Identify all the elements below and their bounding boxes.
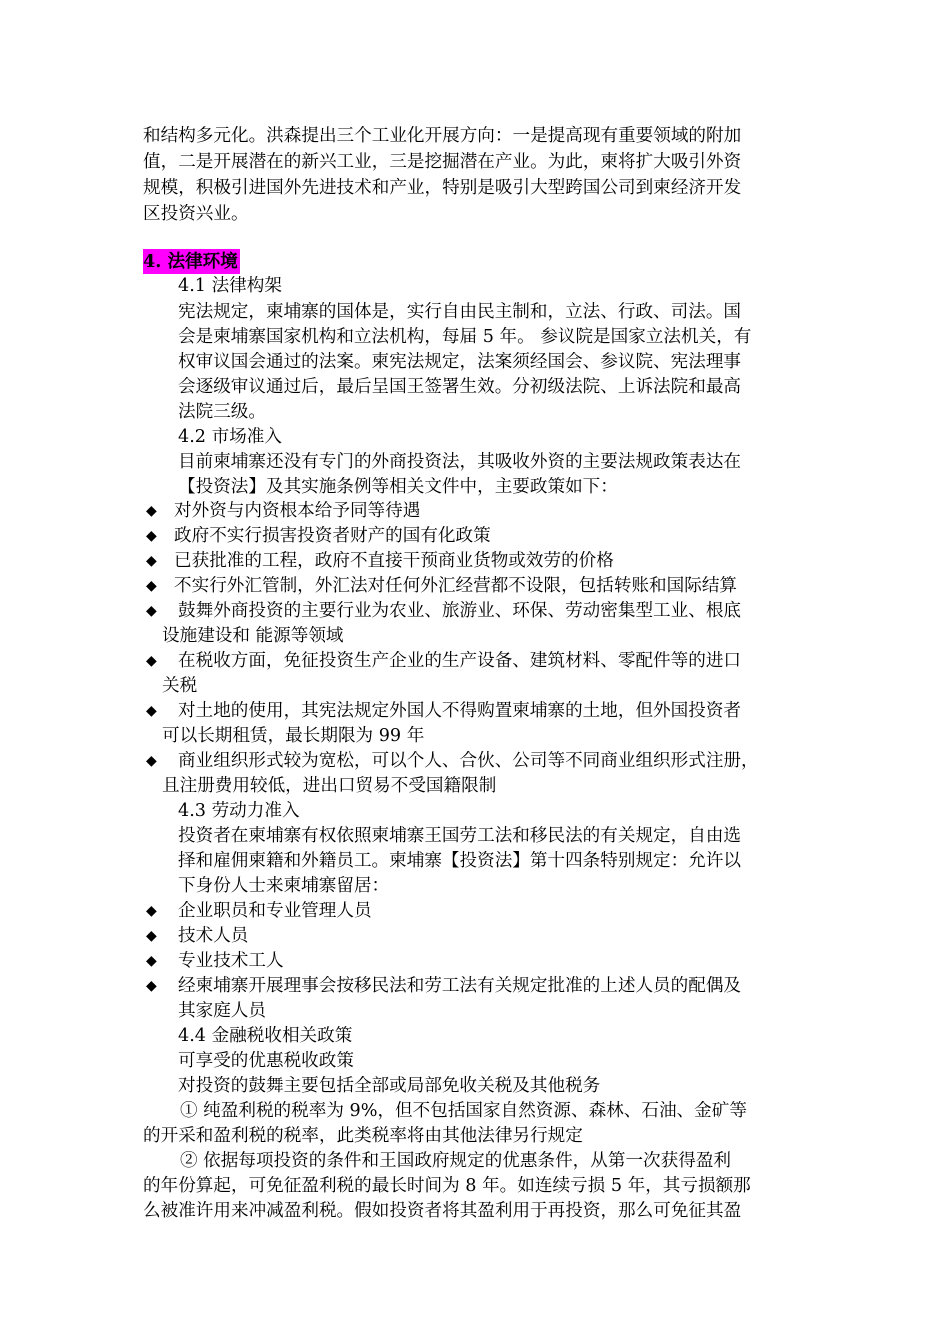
bullet-diamond-icon: ◆ — [146, 903, 157, 919]
intro-line-2: 值，二是开展潜在的新兴工业，三是挖掘潜在产业。为此，柬将扩大吸引外资 — [143, 152, 742, 172]
subsection-title-4-3: 4.3 劳动力准入 — [178, 801, 300, 821]
bullet-diamond-icon: ◆ — [146, 653, 157, 669]
intro-line-1: 和结构多元化。洪森提出三个工业化开展方向：一是提高现有重要领域的附加 — [143, 126, 742, 146]
subsection-title-4-4: 4.4 金融税收相关政策 — [178, 1026, 353, 1046]
s43-line-1: 投资者在柬埔寨有权依照柬埔寨王国劳工法和移民法的有关规定，自由选 — [178, 826, 742, 846]
s42-bullet-7-line-1: 对土地的使用，其宪法规定外国人不得购置柬埔寨的土地，但外国投资者 — [178, 701, 742, 721]
s42-bullet-8-line-2: 且注册费用较低，进出口贸易不受国籍限制 — [162, 776, 497, 796]
s42-bullet-8-line-1: 商业组织形式较为宽松，可以个人、合伙、公司等不同商业组织形式注册， — [178, 751, 759, 771]
bullet-diamond-icon: ◆ — [146, 578, 157, 594]
subsection-title-4-2: 4.2 市场准入 — [178, 427, 282, 447]
bullet-diamond-icon: ◆ — [146, 978, 157, 994]
s41-line-5: 法院三级。 — [178, 402, 266, 422]
s44-item2-line-1: ② 依据每项投资的条件和王国政府规定的优惠条件，从第一次获得盈利 — [180, 1151, 732, 1171]
s43-line-3: 下身份人士来柬埔寨留居： — [178, 876, 390, 896]
s44-item2-line-3: 么被准许用来冲减盈利税。假如投资者将其盈利用于再投资，那么可免征其盈 — [143, 1201, 742, 1221]
s44-line-2: 对投资的鼓舞主要包括全部或局部免收关税及其他税务 — [178, 1076, 601, 1096]
s43-bullet-4-line-2: 其家庭人员 — [178, 1001, 266, 1021]
s42-bullet-6-line-1: 在税收方面，免征投资生产企业的生产设备、建筑材料、零配件等的进口 — [178, 651, 742, 671]
bullet-diamond-icon: ◆ — [146, 553, 157, 569]
s42-bullet-3: 已获批准的工程，政府不直接干预商业货物或效劳的价格 — [174, 551, 614, 571]
s42-line-1: 目前柬埔寨还没有专门的外商投资法，其吸收外资的主要法规政策表达在 — [178, 452, 742, 472]
s44-line-1: 可享受的优惠税收政策 — [178, 1051, 354, 1071]
s44-item1-line-1: ① 纯盈利税的税率为 9%，但不包括国家自然资源、森林、石油、金矿等 — [180, 1101, 747, 1121]
intro-line-3: 规模，积极引进国外先进技术和产业，特别是吸引大型跨国公司到柬经济开发 — [143, 178, 742, 198]
s43-bullet-1: 企业职员和专业管理人员 — [178, 901, 372, 921]
s42-bullet-6-line-2: 关税 — [162, 676, 198, 696]
s42-bullet-5-line-2: 设施建设和 能源等领域 — [162, 626, 344, 646]
s43-bullet-4-line-1: 经柬埔寨开展理事会按移民法和劳工法有关规定批准的上述人员的配偶及 — [178, 976, 742, 996]
bullet-diamond-icon: ◆ — [146, 503, 157, 519]
bullet-diamond-icon: ◆ — [146, 528, 157, 544]
s42-bullet-2: 政府不实行损害投资者财产的国有化政策 — [174, 526, 491, 546]
intro-line-4: 区投资兴业。 — [143, 204, 249, 224]
s42-line-2: 【投资法】及其实施条例等相关文件中，主要政策如下： — [178, 477, 618, 497]
s43-bullet-3: 专业技术工人 — [178, 951, 284, 971]
s44-item2-line-2: 的年份算起，可免征盈利税的最长时间为 8 年。如连续亏损 5 年，其亏损额那 — [143, 1176, 751, 1196]
bullet-diamond-icon: ◆ — [146, 603, 157, 619]
subsection-title-4-1: 4.1 法律构架 — [178, 276, 282, 296]
bullet-diamond-icon: ◆ — [146, 703, 157, 719]
s42-bullet-4: 不实行外汇管制，外汇法对任何外汇经营都不设限，包括转账和国际结算 — [174, 576, 738, 596]
s43-bullet-2: 技术人员 — [178, 926, 249, 946]
section-heading-legal-environment: 4. 法律环境 — [143, 251, 238, 272]
s42-bullet-1: 对外资与内资根本给予同等待遇 — [174, 501, 421, 521]
s44-item1-line-2: 的开采和盈利税的税率，此类税率将由其他法律另行规定 — [143, 1126, 583, 1146]
s41-line-2: 会是柬埔寨国家机构和立法机构，每届 5 年。 参议院是国家立法机关，有 — [178, 327, 752, 347]
s42-bullet-5-line-1: 鼓舞外商投资的主要行业为农业、旅游业、环保、劳动密集型工业、根底 — [178, 601, 742, 621]
s41-line-4: 会逐级审议通过后，最后呈国王签署生效。分初级法院、上诉法院和最高 — [178, 377, 742, 397]
bullet-diamond-icon: ◆ — [146, 753, 157, 769]
s41-line-1: 宪法规定，柬埔寨的国体是，实行自由民主制和，立法、行政、司法。国 — [178, 302, 742, 322]
bullet-diamond-icon: ◆ — [146, 928, 157, 944]
s43-line-2: 择和雇佣柬籍和外籍员工。柬埔寨【投资法】第十四条特别规定：允许以 — [178, 851, 742, 871]
bullet-diamond-icon: ◆ — [146, 953, 157, 969]
s41-line-3: 权审议国会通过的法案。柬宪法规定，法案须经国会、参议院、宪法理事 — [178, 352, 742, 372]
s42-bullet-7-line-2: 可以长期租赁，最长期限为 99 年 — [162, 726, 425, 746]
